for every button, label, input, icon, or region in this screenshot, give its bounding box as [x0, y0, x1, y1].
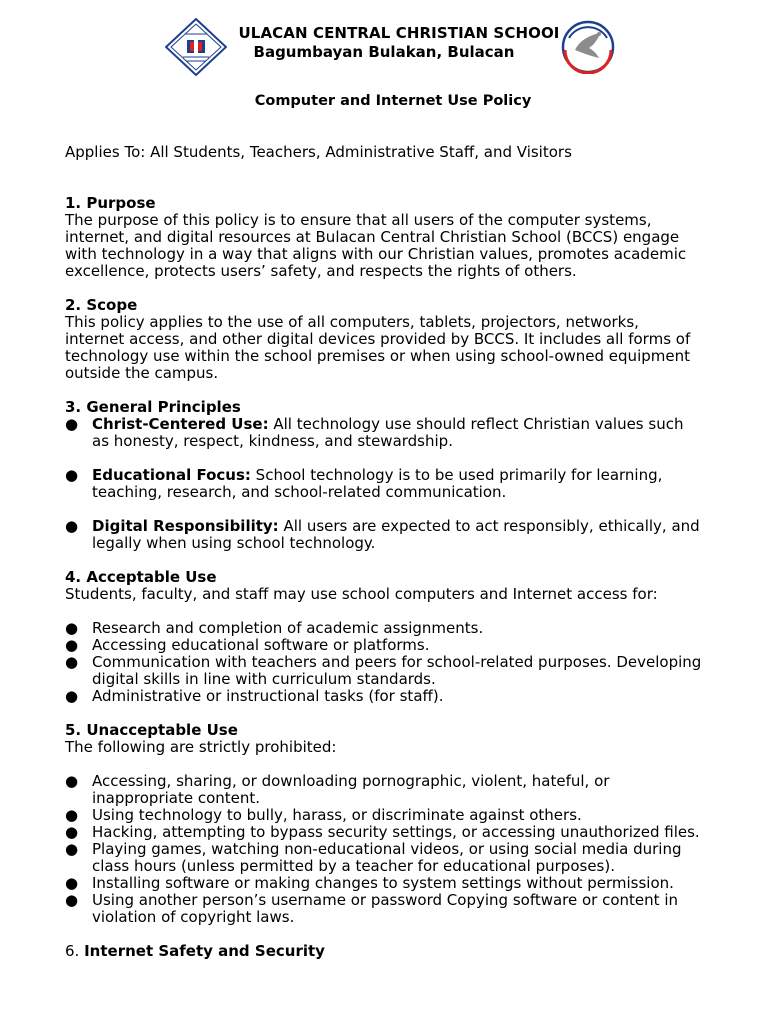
bullet-icon: ● — [65, 517, 79, 535]
school-name: ULACAN CENTRAL CHRISTIAN SCHOOI — [238, 24, 560, 42]
bullet-icon: ● — [65, 653, 79, 671]
bullet-icon: ● — [65, 840, 79, 858]
list-item: ● Communication with teachers and peers for school-related purposes. Developing digital skills in line with curriculum standards. — [65, 653, 702, 688]
bullet-icon: ● — [65, 874, 79, 892]
list-item: ● Educational Focus: School technology is to be used primarily for learning, teaching, research, and school-related communication. — [65, 466, 663, 501]
letterhead — [0, 0, 768, 80]
bullet-icon: ● — [65, 636, 79, 654]
unacceptable-list — [65, 773, 735, 926]
purpose-text: excellence, protects users’ safety, and respects the rights of others. — [65, 262, 577, 280]
bullet-icon: ● — [65, 823, 79, 841]
section-heading-acceptable: 4. Acceptable Use — [65, 568, 217, 586]
bullet-icon: ● — [65, 891, 79, 909]
scope-text: outside the campus. — [65, 364, 219, 382]
purpose-text: with technology in a way that aligns with our Christian values, promotes academic — [65, 245, 687, 263]
list-item: ● Digital Responsibility: All users are expected to act responsibly, ethically, and legally when using school technology. — [65, 517, 700, 552]
list-item: ● Hacking, attempting to bypass security settings, or accessing unauthorized files. — [65, 823, 700, 841]
principles-list — [65, 416, 735, 552]
list-item: ● Installing software or making changes to system settings without permission. — [65, 874, 674, 892]
school-address: Bagumbayan Bulakan, Bulacan — [253, 43, 515, 61]
list-item: ● Playing games, watching non-educational videos, or using social media during class hours (unless permitted by a teacher for educational purposes). — [65, 840, 682, 875]
purpose-text: The purpose of this policy is to ensure that all users of the computer systems, — [65, 211, 652, 229]
section-heading-purpose: 1. Purpose — [65, 194, 156, 212]
scope-text: technology use within the school premises or when using school-owned equipment — [65, 347, 690, 365]
section-heading-scope: 2. Scope — [65, 296, 138, 314]
list-item: ● Accessing educational software or platforms. — [65, 636, 430, 654]
acceptable-intro: Students, faculty, and staff may use school computers and Internet access for: — [65, 585, 658, 603]
list-item: ● Using another person’s username or password Copying software or content in violation of copyright laws. — [65, 891, 678, 926]
bullet-icon: ● — [65, 806, 79, 824]
list-item: ● Christ-Centered Use: All technology use should reflect Christian values such as honesty, respect, kindness, and stewardship. — [65, 415, 684, 450]
section-heading-safety: 6. Internet Safety and Security — [65, 942, 325, 960]
bullet-icon: ● — [65, 415, 79, 433]
scope-text: This policy applies to the use of all computers, tablets, projectors, networks, — [65, 313, 639, 331]
policy-body — [65, 144, 735, 960]
acceptable-list — [65, 620, 735, 705]
bullet-icon: ● — [65, 772, 79, 790]
document-title: Computer and Internet Use Policy — [254, 93, 532, 109]
applies-to: Applies To: All Students, Teachers, Administrative Staff, and Visitors — [65, 143, 572, 161]
purpose-text: internet, and digital resources at Bulacan Central Christian School (BCCS) engage — [65, 228, 680, 246]
bullet-icon: ● — [65, 619, 79, 637]
list-item: ● Research and completion of academic assignments. — [65, 619, 484, 637]
scope-text: internet access, and other digital devices provided by BCCS. It includes all forms of — [65, 330, 691, 348]
list-item: ● Accessing, sharing, or downloading pornographic, violent, hateful, or inappropriate content. — [65, 772, 610, 807]
list-item: ● Using technology to bully, harass, or discriminate against others. — [65, 806, 582, 824]
dove-emblem-logo — [561, 20, 615, 74]
unacceptable-intro: The following are strictly prohibited: — [65, 738, 337, 756]
section-heading-principles: 3. General Principles — [65, 398, 241, 416]
section-heading-unacceptable: 5. Unacceptable Use — [65, 721, 238, 739]
bullet-icon: ● — [65, 466, 79, 484]
bullet-icon: ● — [65, 687, 79, 705]
list-item: ● Administrative or instructional tasks (for staff). — [65, 687, 444, 705]
